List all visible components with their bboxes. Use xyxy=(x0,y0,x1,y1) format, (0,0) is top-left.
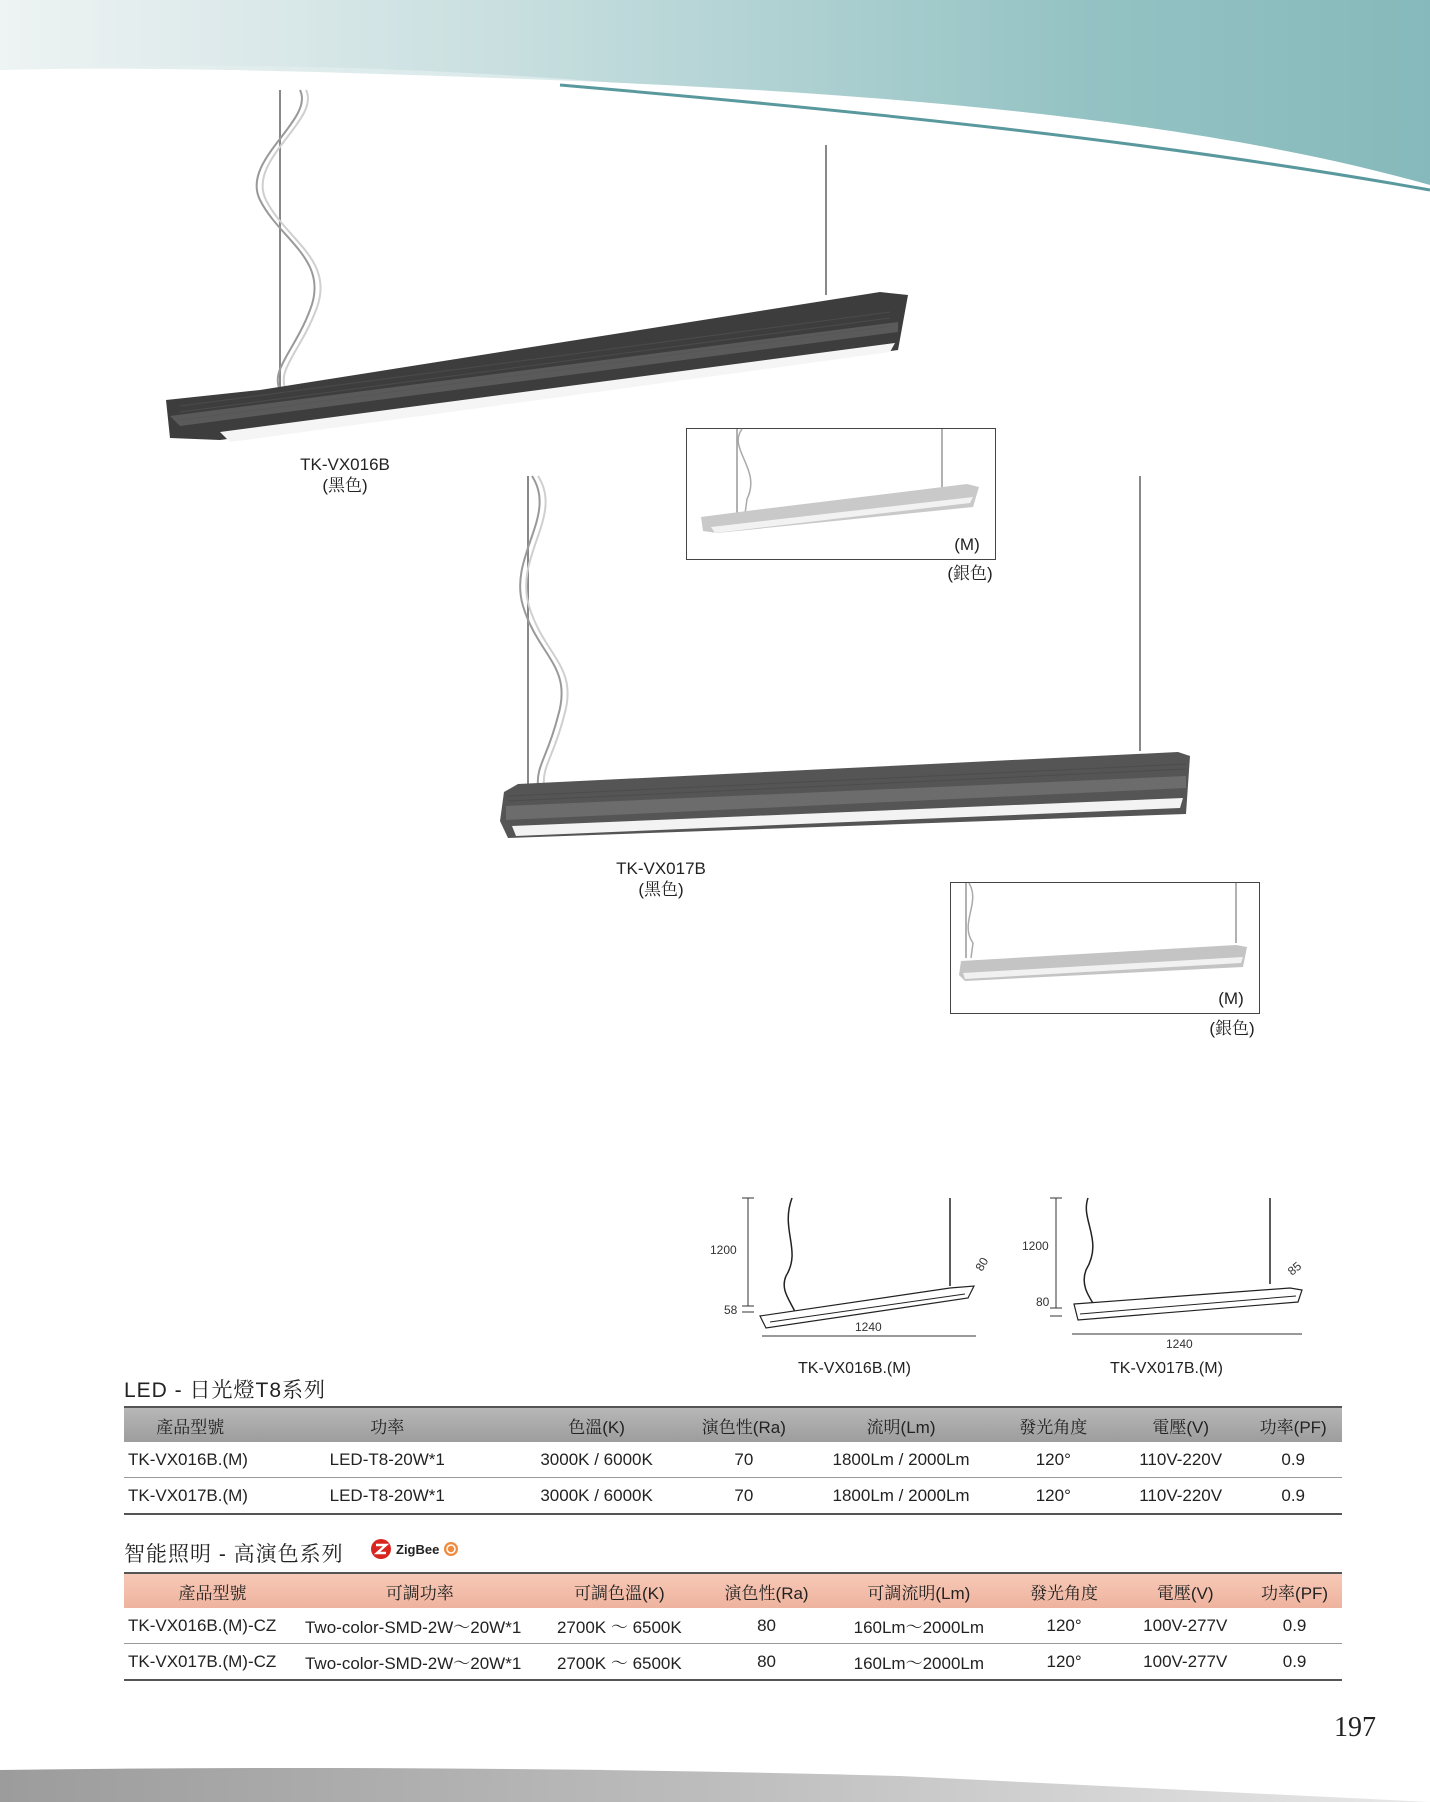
cell: 160Lm～2000Lm xyxy=(833,1608,1005,1644)
cell: 0.9 xyxy=(1244,1442,1342,1478)
table-row xyxy=(124,1608,1342,1644)
col-header: 發光角度 xyxy=(990,1407,1117,1442)
col-header: 功率 xyxy=(257,1407,518,1442)
col-header: 產品型號 xyxy=(124,1407,257,1442)
col-header: 演色性(Ra) xyxy=(700,1573,833,1608)
product-image-vx016b xyxy=(160,90,920,450)
cell: 110V-220V xyxy=(1117,1442,1244,1478)
thumbnail-vx017b-silver xyxy=(950,882,1260,1014)
dim-width-2: 1240 xyxy=(1166,1337,1193,1351)
cell: TK-VX017B.(M) xyxy=(124,1478,257,1515)
cell: 120° xyxy=(990,1442,1117,1478)
cell: 0.9 xyxy=(1247,1608,1342,1644)
cell: 120° xyxy=(1005,1644,1124,1681)
col-header: 發光角度 xyxy=(1005,1573,1124,1608)
dim-height-1: 1200 xyxy=(710,1243,737,1257)
cell: 80 xyxy=(700,1608,833,1644)
col-header: 流明(Lm) xyxy=(812,1407,989,1442)
col-header: 電壓(V) xyxy=(1123,1573,1247,1608)
col-header: 可調流明(Lm) xyxy=(833,1573,1005,1608)
cell: 0.9 xyxy=(1244,1478,1342,1515)
cell: 70 xyxy=(675,1442,812,1478)
dim-width-1: 1240 xyxy=(855,1320,882,1334)
zigbee-label: ZigBee xyxy=(396,1541,440,1557)
thumbnail-vx016b-tag: (M) xyxy=(954,535,980,554)
cell: Two-color-SMD-2W～20W*1 xyxy=(301,1608,538,1644)
cell: 2700K ～ 6500K xyxy=(538,1608,700,1644)
dim-depth-2: 85 xyxy=(1284,1258,1305,1279)
spec-table-led-t8 xyxy=(124,1406,1342,1515)
cell: TK-VX016B.(M)-CZ xyxy=(124,1608,301,1644)
dim-base-2: 80 xyxy=(1036,1295,1050,1309)
col-header: 可調功率 xyxy=(301,1573,538,1608)
cell: TK-VX016B.(M) xyxy=(124,1442,257,1478)
col-header: 可調色溫(K) xyxy=(538,1573,700,1608)
section-title-smart-lighting: 智能照明 - 高演色系列 xyxy=(124,1543,344,1566)
cell: Two-color-SMD-2W～20W*1 xyxy=(301,1644,538,1681)
cell: 70 xyxy=(675,1478,812,1515)
cell: LED-T8-20W*1 xyxy=(257,1442,518,1478)
cell: 160Lm～2000Lm xyxy=(833,1644,1005,1681)
cell: TK-VX017B.(M)-CZ xyxy=(124,1644,301,1681)
label-vx016b-model: TK-VX016B xyxy=(300,455,390,474)
label-vx016b-silver: (銀色) xyxy=(947,564,993,583)
dimension-diagram-vx017b xyxy=(1020,1190,1340,1351)
table-header-row xyxy=(124,1407,1342,1442)
thumbnail-vx017b-tag: (M) xyxy=(1218,989,1244,1008)
cell: 80 xyxy=(700,1644,833,1681)
cell: 1800Lm / 2000Lm xyxy=(812,1442,989,1478)
cell: 1800Lm / 2000Lm xyxy=(812,1478,989,1515)
cell: 3000K / 6000K xyxy=(518,1442,675,1478)
label-vx017b-model: TK-VX017B xyxy=(616,859,706,878)
col-header: 產品型號 xyxy=(124,1573,301,1608)
cell: LED-T8-20W*1 xyxy=(257,1478,518,1515)
cell: 3000K / 6000K xyxy=(518,1478,675,1515)
cell: 2700K ～ 6500K xyxy=(538,1644,700,1681)
table-row xyxy=(124,1478,1342,1515)
section-title-led-t8: LED - 日光燈T8系列 xyxy=(124,1379,327,1402)
cell: 100V-277V xyxy=(1123,1608,1247,1644)
diagram-caption-2: TK-VX017B.(M) xyxy=(1110,1360,1223,1377)
product-image-vx017b xyxy=(488,476,1198,856)
dim-height-2: 1200 xyxy=(1022,1239,1049,1253)
cell: 100V-277V xyxy=(1123,1644,1247,1681)
cell: 110V-220V xyxy=(1117,1478,1244,1515)
cell: 120° xyxy=(990,1478,1117,1515)
footer-bar-decoration xyxy=(0,1762,1430,1802)
col-header: 功率(PF) xyxy=(1244,1407,1342,1442)
dim-depth-1: 80 xyxy=(972,1254,992,1274)
label-vx017b-silver: (銀色) xyxy=(1209,1019,1255,1038)
cell: 0.9 xyxy=(1247,1644,1342,1681)
diagram-caption-1: TK-VX016B.(M) xyxy=(798,1360,911,1377)
certification-mark-icon xyxy=(443,1541,459,1557)
table-row xyxy=(124,1644,1342,1681)
label-vx016b-color: (黑色) xyxy=(322,476,368,495)
zigbee-badge xyxy=(370,1538,459,1560)
col-header: 電壓(V) xyxy=(1117,1407,1244,1442)
dimension-diagram-vx016b xyxy=(700,1190,1010,1340)
page-number: 197 xyxy=(1334,1712,1376,1743)
zigbee-logo-icon xyxy=(370,1538,392,1560)
col-header: 色溫(K) xyxy=(518,1407,675,1442)
dim-base-1: 58 xyxy=(724,1303,738,1317)
table-row xyxy=(124,1442,1342,1478)
spec-table-smart-lighting xyxy=(124,1572,1342,1681)
cell: 120° xyxy=(1005,1608,1124,1644)
label-vx017b-color: (黑色) xyxy=(638,880,684,899)
col-header: 功率(PF) xyxy=(1247,1573,1342,1608)
table-header-row xyxy=(124,1573,1342,1608)
col-header: 演色性(Ra) xyxy=(675,1407,812,1442)
